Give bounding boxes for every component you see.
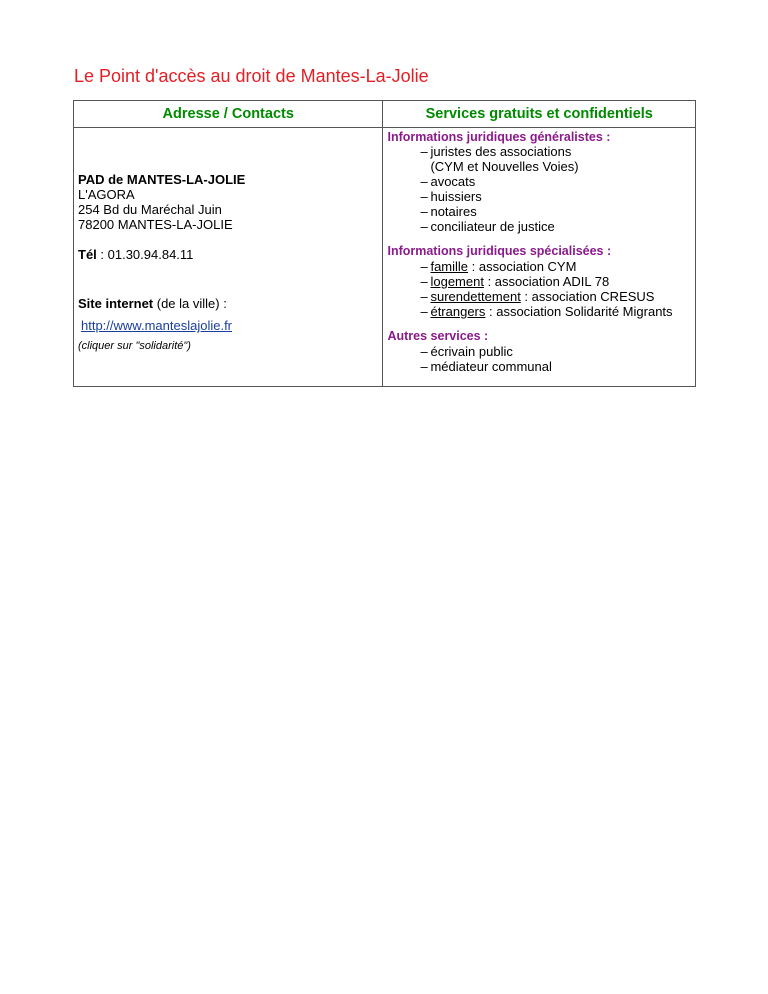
address-line-3: 78200 MANTES-LA-JOLIE <box>78 217 233 232</box>
list-dash: – <box>420 274 428 289</box>
list-dash: – <box>420 359 428 374</box>
list-item: notaires <box>430 204 477 219</box>
list-item: conciliateur de justice <box>430 219 555 234</box>
list-dash: – <box>420 259 428 274</box>
list-item: juristes des associations <box>430 144 572 159</box>
phone-label: Tél <box>78 247 97 262</box>
list-item <box>430 259 576 274</box>
website-note: (cliquer sur "solidarité") <box>78 340 191 352</box>
table-body-row <box>74 128 696 387</box>
list-dash: – <box>420 219 428 234</box>
item-rest: : association CRESUS <box>520 289 655 304</box>
address-line-2: 254 Bd du Maréchal Juin <box>78 202 222 217</box>
general-info-title: Informations juridiques généralistes : <box>387 130 611 144</box>
website-label: Site internet <box>78 296 154 311</box>
item-key: logement <box>430 274 484 289</box>
list-dash: – <box>420 204 428 219</box>
list-dash: – <box>420 189 428 204</box>
page-title: Le Point d'accès au droit de Mantes-La-Jolie <box>74 66 429 86</box>
list-item: médiateur communal <box>430 359 552 374</box>
list-item <box>430 304 672 319</box>
special-info-title: Informations juridiques spécialisées : <box>387 244 612 258</box>
list-dash: – <box>420 289 428 304</box>
list-item: huissiers <box>430 189 482 204</box>
list-dash: – <box>420 144 428 159</box>
list-dash: – <box>420 344 428 359</box>
item-key: famille <box>430 259 469 274</box>
list-item <box>430 289 654 304</box>
list-dash: – <box>420 304 428 319</box>
item-rest: : association CYM <box>468 259 577 274</box>
website-suffix: (de la ville) : <box>153 296 227 311</box>
phone-number: : 01.30.94.84.11 <box>96 247 194 262</box>
item-key: étrangers <box>430 304 486 319</box>
list-item: avocats <box>430 174 476 189</box>
services-cell <box>383 128 696 387</box>
pad-name: PAD de MANTES-LA-JOLIE <box>78 172 246 187</box>
list-item <box>430 274 609 289</box>
list-item: écrivain public <box>430 344 513 359</box>
table-header-row <box>74 101 696 128</box>
header-services: Services gratuits et confidentiels <box>383 101 696 128</box>
list-item: (CYM et Nouvelles Voies) <box>430 159 579 174</box>
address-line-1: L'AGORA <box>78 187 135 202</box>
website-label-line <box>78 296 227 311</box>
item-rest: : association Solidarité Migrants <box>485 304 673 319</box>
list-dash: – <box>420 174 428 189</box>
contact-cell <box>74 128 383 387</box>
item-key: surendettement <box>430 289 521 304</box>
info-table <box>73 100 696 387</box>
other-services-title: Autres services : <box>387 329 489 343</box>
website-link[interactable]: http://www.manteslajolie.fr <box>81 318 233 333</box>
phone <box>78 247 193 262</box>
item-rest: : association ADIL 78 <box>483 274 610 289</box>
header-address-contacts: Adresse / Contacts <box>74 101 383 128</box>
